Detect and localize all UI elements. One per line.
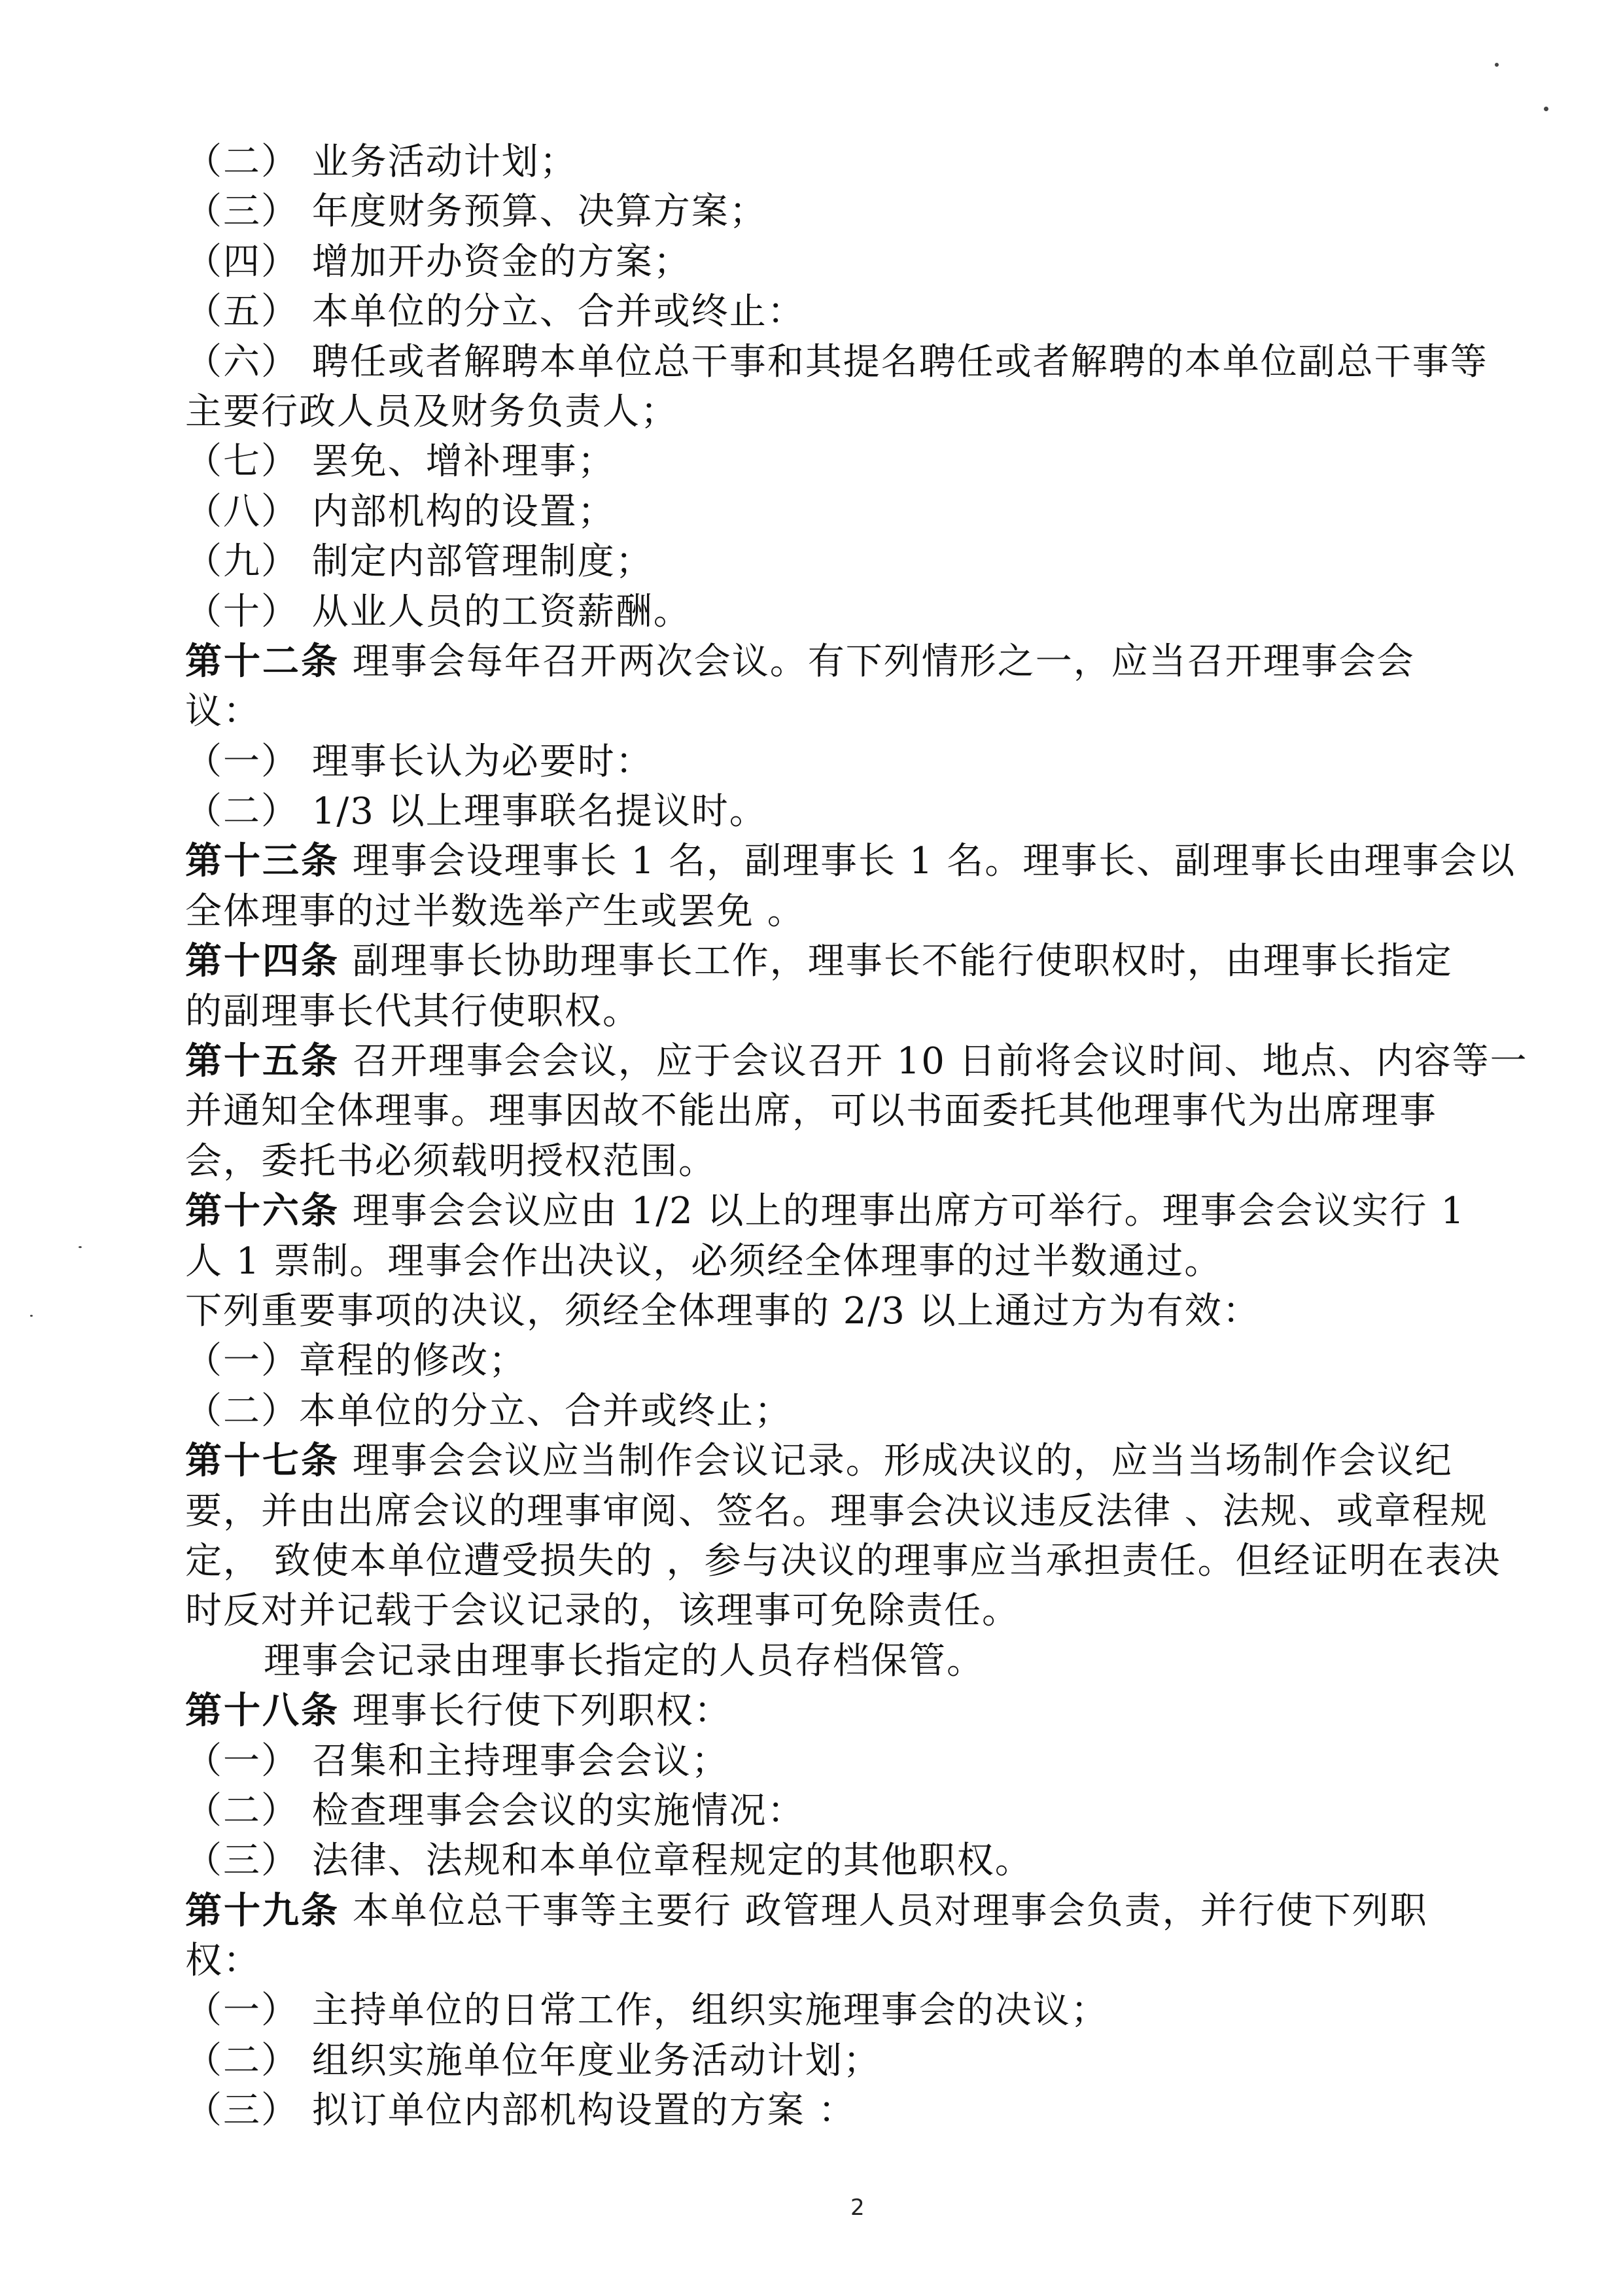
- article-label: 第十三条: [185, 840, 340, 883]
- scan-speck: [1544, 107, 1548, 111]
- scan-speck: [30, 1315, 33, 1317]
- text-line: [185, 1986, 1533, 2036]
- article-line: [185, 637, 1533, 687]
- text-line: [185, 1586, 1533, 1636]
- article-line: [185, 1887, 1533, 1936]
- line-text: 理事长行使下列职权：: [340, 1690, 732, 1733]
- text-line: [185, 1936, 1533, 1986]
- text-line: [185, 1537, 1533, 1586]
- text-line: [185, 2036, 1533, 2086]
- line-text: （六） 聘任或者解聘本单位总干事和其提名聘任或者解聘的本单位副总干事等: [185, 340, 1488, 383]
- line-text: 主要行政人员及财务负责人；: [185, 390, 678, 433]
- line-text: 的副理事长代其行使职权。: [185, 990, 640, 1033]
- article-line: [185, 1037, 1533, 1087]
- text-line: [185, 287, 1533, 337]
- scan-speck: [1495, 63, 1499, 67]
- text-line: [185, 1336, 1533, 1386]
- line-text: （三） 年度财务预算、决算方案；: [185, 190, 767, 234]
- article-line: [185, 937, 1533, 986]
- text-line: [185, 1786, 1533, 1836]
- line-text: （一） 召集和主持理事会会议；: [185, 1739, 729, 1783]
- line-text: （十） 从业人员的工资薪酬。: [185, 590, 691, 633]
- text-line: [185, 587, 1533, 637]
- article-line: [185, 1436, 1533, 1486]
- line-text: （二）本单位的分立、合并或终止；: [185, 1389, 792, 1433]
- line-text: 本单位总干事等主要行 政管理人员对理事会负责，并行使下列职: [340, 1889, 1428, 1932]
- text-line: [185, 1637, 1533, 1686]
- line-text: （二） 检查理事会会议的实施情况：: [185, 1789, 805, 1832]
- text-line: [185, 787, 1533, 837]
- line-text: （二） 业务活动计划；: [185, 141, 578, 183]
- text-line: [185, 1836, 1533, 1886]
- text-line: [185, 1087, 1533, 1136]
- line-text: 全体理事的过半数选举产生或罢免 。: [185, 890, 805, 933]
- line-text: （三） 法律、法规和本单位章程规定的其他职权。: [185, 1839, 1033, 1883]
- text-line: [185, 137, 1533, 187]
- article-label: 第十九条: [185, 1889, 340, 1932]
- article-line: [185, 1686, 1533, 1736]
- line-text: （九） 制定内部管理制度；: [185, 540, 654, 583]
- text-line: [185, 338, 1533, 387]
- line-text: （四） 增加开办资金的方案；: [185, 240, 691, 283]
- line-text: （五） 本单位的分立、合并或终止：: [185, 290, 805, 334]
- text-line: [185, 437, 1533, 487]
- text-line: [185, 187, 1533, 237]
- line-text: （一） 理事长认为必要时：: [185, 740, 654, 783]
- line-text: （八） 内部机构的设置；: [185, 490, 616, 533]
- page-number: 2: [850, 2195, 865, 2221]
- text-line: [185, 387, 1533, 437]
- line-text: （七） 罢免、增补理事；: [185, 440, 616, 483]
- scan-speck: [79, 1246, 82, 1248]
- article-label: 第十六条: [185, 1190, 340, 1233]
- line-text: （三） 拟订单位内部机构设置的方案 ：: [185, 2089, 856, 2132]
- line-text: （二） 组织实施单位年度业务活动计划；: [185, 2039, 881, 2082]
- article-line: [185, 837, 1533, 886]
- line-text: 理事会会议应当制作会议记录。形成决议的，应当当场制作会议纪: [340, 1440, 1453, 1483]
- article-line: [185, 1187, 1533, 1236]
- line-text: 并通知全体理事。理事因故不能出席，可以书面委托其他理事代为出席理事: [185, 1090, 1437, 1133]
- text-line: [185, 1137, 1533, 1187]
- line-text: 人 1 票制。理事会作出决议，必须经全体理事的过半数通过。: [185, 1240, 1223, 1283]
- line-text: （一）章程的修改；: [185, 1340, 527, 1383]
- line-text: 理事会设理事长 1 名，副理事长 1 名。理事长、副理事长由理事会以: [340, 840, 1516, 883]
- text-line: [185, 887, 1533, 937]
- line-text: 定， 致使本单位遭受损失的 ，参与决议的理事应当承担责任。但经证明在表决: [185, 1539, 1501, 1582]
- text-line: [185, 687, 1533, 737]
- text-line: [185, 737, 1533, 787]
- text-line: [185, 537, 1533, 587]
- text-line: [185, 1737, 1533, 1786]
- line-text: 理事会会议应由 1/2 以上的理事出席方可举行。理事会会议实行 1: [340, 1190, 1465, 1233]
- line-text: 权：: [185, 1939, 261, 1983]
- text-line: [185, 1387, 1533, 1436]
- text-line: [185, 1487, 1533, 1537]
- text-line: [185, 2086, 1533, 2136]
- line-text: 要，并由出席会议的理事审阅、签名。理事会决议违反法律 、法规、或章程规: [185, 1489, 1488, 1533]
- line-text: 时反对并记载于会议记录的，该理事可免除责任。: [185, 1590, 1020, 1633]
- line-text: 理事会每年召开两次会议。有下列情形之一，应当召开理事会会: [340, 640, 1415, 683]
- text-line: [185, 1237, 1533, 1287]
- line-text: 召开理事会会议，应于会议召开 10 日前将会议时间、地点、内容等一: [340, 1040, 1528, 1083]
- article-label: 第十四条: [185, 940, 340, 983]
- text-line: [185, 987, 1533, 1037]
- line-text: 下列重要事项的决议，须经全体理事的 2/3 以上通过方为有效：: [185, 1289, 1261, 1332]
- line-text: （二） 1/3 以上理事联名提议时。: [185, 790, 767, 833]
- article-label: 第十七条: [185, 1440, 340, 1483]
- article-label: 第十二条: [185, 640, 340, 683]
- line-text: 理事会记录由理事长指定的人员存档保管。: [264, 1639, 985, 1682]
- line-text: 副理事长协助理事长工作，理事长不能行使职权时，由理事长指定: [340, 940, 1453, 983]
- document-body: [185, 137, 1533, 2136]
- article-label: 第十八条: [185, 1690, 340, 1733]
- line-text: （一） 主持单位的日常工作，组织实施理事会的决议；: [185, 1989, 1109, 2032]
- text-line: [185, 487, 1533, 537]
- text-line: [185, 237, 1533, 287]
- text-line: [185, 1287, 1533, 1336]
- line-text: 会，委托书必须载明授权范围。: [185, 1139, 716, 1183]
- line-text: 议：: [185, 690, 261, 733]
- article-label: 第十五条: [185, 1040, 340, 1083]
